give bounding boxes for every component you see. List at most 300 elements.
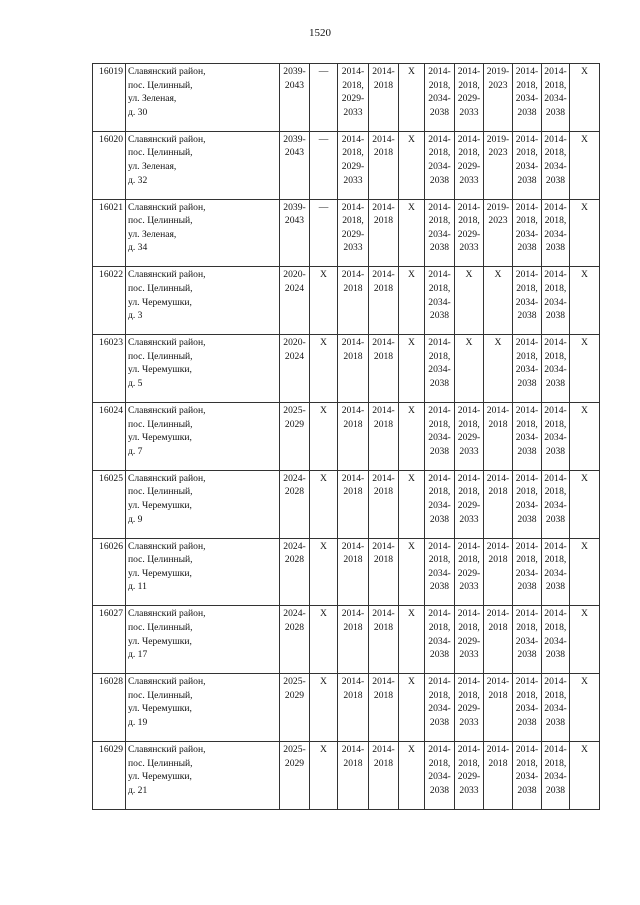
- period-line: 2014-: [428, 608, 451, 620]
- period-line: 2018: [373, 486, 394, 498]
- period-cell: [280, 470, 310, 538]
- address-line: ул. Черемушки,: [128, 296, 192, 308]
- period-line: —: [318, 201, 329, 213]
- period-cell: [369, 267, 399, 335]
- period-line: 2038: [545, 310, 566, 322]
- address-line: пос. Целинный,: [128, 621, 193, 633]
- period-line: 2018,: [544, 554, 567, 566]
- period-cell: [369, 131, 399, 199]
- address-line: Славянский район,: [128, 66, 206, 77]
- period-line: —: [318, 133, 329, 145]
- address-line: д. 19: [128, 716, 148, 728]
- record-number-cell: 16022: [93, 267, 126, 335]
- period-cell: [542, 674, 570, 742]
- period-cell: [570, 402, 600, 470]
- period-line: 2033: [459, 649, 479, 661]
- period-cell: [338, 64, 369, 132]
- address-line: ул. Зеленая,: [128, 228, 177, 240]
- period-line: 2034-: [544, 432, 567, 444]
- period-line: 2014-: [341, 337, 365, 349]
- period-cell: [513, 741, 542, 809]
- period-line: 2038: [429, 106, 450, 118]
- period-line: 2033: [459, 581, 479, 593]
- period-line: 2014-: [486, 540, 510, 552]
- period-line: 2038: [429, 310, 450, 322]
- table-row: [93, 741, 600, 809]
- period-line: 2039-: [283, 201, 306, 213]
- period-cell: [280, 402, 310, 470]
- period-cell: [425, 64, 455, 132]
- period-cell: [338, 470, 369, 538]
- period-line: 2029-: [457, 228, 481, 240]
- period-cell: [570, 674, 600, 742]
- period-line: X: [408, 743, 415, 755]
- period-line: 2014-: [515, 540, 539, 552]
- table-row: [93, 64, 600, 132]
- address-line: ул. Черемушки,: [128, 703, 192, 715]
- period-line: 2014-: [428, 540, 451, 552]
- address-cell: [126, 64, 280, 132]
- period-cell: [513, 199, 542, 267]
- period-cell: [310, 470, 338, 538]
- period-line: 2034-: [428, 432, 451, 444]
- address-line: ул. Черемушки,: [128, 364, 192, 376]
- period-cell: [369, 538, 399, 606]
- period-line: 2018: [488, 757, 508, 769]
- period-line: 2034-: [428, 160, 451, 172]
- period-line: 2038: [517, 581, 537, 593]
- period-line: X: [320, 540, 327, 552]
- table-row: [93, 335, 600, 403]
- period-cell: [369, 470, 399, 538]
- period-line: 2029-: [457, 703, 481, 715]
- address-line: Славянский район,: [128, 472, 206, 484]
- period-cell: [369, 606, 399, 674]
- period-line: 2039-: [283, 66, 306, 77]
- period-line: X: [408, 269, 415, 281]
- period-cell: [310, 741, 338, 809]
- period-cell: [399, 606, 425, 674]
- period-line: 2018,: [544, 486, 567, 498]
- period-line: 2014-: [515, 743, 539, 755]
- period-cell: [484, 199, 513, 267]
- period-line: 2018: [373, 554, 394, 566]
- period-line: 2038: [545, 649, 566, 661]
- period-line: 2014-: [372, 269, 395, 281]
- period-cell: [369, 199, 399, 267]
- period-line: 2014-: [457, 133, 481, 145]
- period-line: 2034-: [544, 635, 567, 647]
- period-line: 2014-: [515, 404, 539, 416]
- period-line: 2018,: [516, 79, 538, 91]
- period-line: 2014-: [341, 66, 365, 77]
- period-line: 2014-: [544, 743, 567, 755]
- period-cell: [310, 674, 338, 742]
- period-line: 2014-: [341, 472, 365, 484]
- address-cell: [126, 606, 280, 674]
- address-cell: [126, 402, 280, 470]
- address-line: ул. Зеленая,: [128, 93, 177, 105]
- period-line: 2014-: [372, 540, 395, 552]
- period-line: 2014-: [428, 472, 451, 484]
- address-line: д. 21: [128, 784, 148, 796]
- period-line: 2018,: [428, 350, 451, 362]
- address-line: пос. Целинный,: [128, 689, 193, 701]
- period-cell: [542, 131, 570, 199]
- period-line: 2034-: [428, 228, 451, 240]
- period-line: 2034-: [544, 771, 567, 783]
- period-line: 2038: [517, 784, 537, 796]
- period-line: X: [581, 133, 588, 145]
- period-line: 2014-: [515, 608, 539, 620]
- table-row: [93, 538, 600, 606]
- period-cell: [542, 267, 570, 335]
- record-number-cell: 16029: [93, 741, 126, 809]
- period-line: 2018,: [428, 418, 451, 430]
- record-number-cell: 16019: [93, 64, 126, 132]
- period-cell: [310, 538, 338, 606]
- period-cell: [425, 674, 455, 742]
- address-line: пос. Целинный,: [128, 418, 193, 430]
- period-line: 2014-: [457, 743, 481, 755]
- period-line: 2018,: [458, 757, 480, 769]
- period-line: 2038: [517, 174, 537, 186]
- period-cell: [455, 335, 484, 403]
- period-cell: [570, 131, 600, 199]
- period-line: 2038: [517, 513, 537, 525]
- period-line: 2014-: [486, 608, 510, 620]
- period-line: 2014-: [341, 133, 365, 145]
- record-number-cell: 16023: [93, 335, 126, 403]
- period-line: 2029: [284, 418, 305, 430]
- period-line: 2014-: [428, 201, 451, 213]
- period-line: 2038: [545, 377, 566, 389]
- period-line: 2024-: [283, 472, 306, 484]
- period-cell: [570, 267, 600, 335]
- period-cell: [338, 199, 369, 267]
- period-line: 2014-: [372, 743, 395, 755]
- address-line: Славянский район,: [128, 201, 206, 213]
- period-line: X: [408, 676, 415, 688]
- period-line: 2034-: [515, 93, 539, 105]
- period-cell: [369, 402, 399, 470]
- registry-table-body: [93, 64, 600, 810]
- period-line: X: [408, 404, 415, 416]
- period-line: 2034-: [515, 703, 539, 715]
- period-line: X: [494, 269, 502, 281]
- period-line: 2038: [545, 784, 566, 796]
- period-line: 2029-: [457, 635, 481, 647]
- period-line: 2025-: [283, 743, 306, 755]
- period-line: 2038: [429, 377, 450, 389]
- period-line: 2014-: [428, 133, 451, 145]
- period-cell: [542, 64, 570, 132]
- period-cell: [425, 199, 455, 267]
- period-cell: [513, 64, 542, 132]
- period-cell: [280, 64, 310, 132]
- period-line: 2028: [284, 486, 305, 498]
- period-line: 2018,: [544, 147, 567, 159]
- period-line: 2034-: [515, 635, 539, 647]
- period-line: 2014-: [341, 201, 365, 213]
- period-cell: [338, 131, 369, 199]
- period-line: 2018,: [458, 215, 480, 227]
- period-cell: [484, 538, 513, 606]
- address-line: ул. Черемушки,: [128, 771, 192, 783]
- record-number-cell: 16025: [93, 470, 126, 538]
- period-line: X: [320, 337, 327, 349]
- period-line: —: [318, 66, 329, 77]
- period-line: X: [581, 337, 588, 349]
- address-line: пос. Целинный,: [128, 350, 193, 362]
- period-cell: [484, 131, 513, 199]
- period-line: 2014-: [372, 676, 395, 688]
- period-cell: [310, 606, 338, 674]
- period-cell: [280, 131, 310, 199]
- period-line: 2029-: [341, 93, 365, 105]
- period-cell: [425, 538, 455, 606]
- period-cell: [399, 674, 425, 742]
- address-line: Славянский район,: [128, 743, 206, 755]
- period-line: X: [320, 404, 327, 416]
- period-line: 2014-: [515, 676, 539, 688]
- period-line: 2018,: [342, 215, 364, 227]
- record-number-cell: 16020: [93, 131, 126, 199]
- period-line: 2038: [429, 445, 450, 457]
- address-cell: [126, 674, 280, 742]
- period-line: 2018: [343, 757, 363, 769]
- period-line: 2014-: [515, 269, 539, 281]
- period-cell: [513, 606, 542, 674]
- period-line: 2018,: [516, 282, 538, 294]
- period-cell: [338, 674, 369, 742]
- period-line: 2018,: [428, 621, 451, 633]
- period-cell: [310, 402, 338, 470]
- period-line: 2018,: [516, 418, 538, 430]
- period-line: 2038: [517, 716, 537, 728]
- period-line: 2018,: [516, 689, 538, 701]
- period-line: 2014-: [428, 676, 451, 688]
- period-cell: [280, 741, 310, 809]
- period-line: 2014-: [341, 676, 365, 688]
- address-line: ул. Черемушки,: [128, 499, 192, 511]
- address-line: д. 7: [128, 445, 143, 457]
- period-line: 2038: [517, 445, 537, 457]
- period-line: 2014-: [428, 337, 451, 349]
- period-line: 2014-: [544, 337, 567, 349]
- period-line: 2018,: [458, 554, 480, 566]
- period-line: X: [408, 201, 415, 213]
- period-cell: [513, 674, 542, 742]
- address-line: пос. Целинный,: [128, 282, 193, 294]
- period-line: 2018,: [516, 486, 538, 498]
- period-line: 2018,: [428, 554, 451, 566]
- table-row: [93, 606, 600, 674]
- period-line: 2014-: [544, 66, 567, 77]
- period-line: 2014-: [341, 540, 365, 552]
- period-line: X: [408, 133, 415, 145]
- period-cell: [484, 606, 513, 674]
- period-cell: [310, 335, 338, 403]
- period-line: X: [581, 404, 588, 416]
- period-line: 2034-: [544, 93, 567, 105]
- period-line: 2014-: [457, 404, 481, 416]
- period-line: 2034-: [428, 296, 451, 308]
- period-line: 2033: [343, 106, 363, 118]
- period-line: 2029-: [457, 432, 481, 444]
- address-line: ул. Зеленая,: [128, 160, 177, 172]
- period-cell: [455, 606, 484, 674]
- period-cell: [369, 335, 399, 403]
- address-line: д. 34: [128, 242, 148, 254]
- period-cell: [399, 538, 425, 606]
- period-cell: [310, 131, 338, 199]
- period-line: 2014-: [544, 404, 567, 416]
- period-line: 2018,: [516, 757, 538, 769]
- period-line: 2029-: [457, 93, 481, 105]
- period-line: 2018,: [544, 79, 567, 91]
- period-cell: [455, 64, 484, 132]
- period-cell: [484, 470, 513, 538]
- period-line: 2018,: [544, 215, 567, 227]
- period-line: 2014-: [515, 66, 539, 77]
- address-line: пос. Целинный,: [128, 757, 193, 769]
- address-line: д. 30: [128, 106, 148, 118]
- period-line: X: [320, 743, 327, 755]
- period-line: 2014-: [372, 201, 395, 213]
- period-line: 2014-: [457, 608, 481, 620]
- period-cell: [542, 335, 570, 403]
- period-line: X: [320, 676, 327, 688]
- table-row: [93, 402, 600, 470]
- period-line: 2034-: [428, 703, 451, 715]
- period-line: 2029-: [457, 160, 481, 172]
- table-row: [93, 131, 600, 199]
- address-cell: [126, 741, 280, 809]
- address-cell: [126, 199, 280, 267]
- address-line: Славянский район,: [128, 676, 206, 688]
- record-number-cell: 16026: [93, 538, 126, 606]
- period-line: 2018,: [458, 486, 480, 498]
- period-line: 2014-: [457, 676, 481, 688]
- period-line: 2043: [284, 215, 305, 227]
- period-line: 2029: [284, 757, 305, 769]
- period-cell: [425, 606, 455, 674]
- period-cell: [338, 335, 369, 403]
- period-line: 2014-: [486, 676, 510, 688]
- period-line: 2038: [517, 377, 537, 389]
- period-cell: [425, 267, 455, 335]
- period-line: 2043: [284, 147, 305, 159]
- period-line: 2014-: [457, 540, 481, 552]
- period-line: 2034-: [428, 635, 451, 647]
- period-line: 2019-: [486, 66, 510, 77]
- period-cell: [542, 741, 570, 809]
- period-line: 2014-: [341, 404, 365, 416]
- period-line: 2033: [459, 242, 479, 254]
- period-line: 2014-: [486, 743, 510, 755]
- period-cell: [280, 335, 310, 403]
- address-line: д. 17: [128, 649, 148, 661]
- period-line: X: [581, 608, 588, 620]
- period-line: X: [320, 269, 327, 281]
- period-line: 2029-: [341, 228, 365, 240]
- period-line: 2018: [373, 147, 394, 159]
- table-row: [93, 470, 600, 538]
- period-line: X: [581, 201, 588, 213]
- period-cell: [399, 199, 425, 267]
- period-line: 2014-: [544, 540, 567, 552]
- period-cell: [484, 674, 513, 742]
- address-line: д. 9: [128, 513, 143, 525]
- period-line: 2018,: [428, 215, 451, 227]
- period-line: 2018,: [458, 621, 480, 633]
- address-line: Славянский район,: [128, 608, 206, 620]
- period-line: 2033: [459, 445, 479, 457]
- period-line: 2018,: [544, 689, 567, 701]
- period-cell: [513, 335, 542, 403]
- period-line: 2034-: [515, 364, 539, 376]
- address-line: Славянский район,: [128, 133, 206, 145]
- period-cell: [425, 335, 455, 403]
- period-line: 2038: [517, 310, 537, 322]
- period-cell: [338, 741, 369, 809]
- period-line: X: [408, 608, 415, 620]
- period-line: 2018,: [544, 757, 567, 769]
- period-line: X: [581, 472, 588, 484]
- period-cell: [570, 64, 600, 132]
- address-line: ул. Черемушки,: [128, 432, 192, 444]
- period-line: X: [320, 608, 327, 620]
- period-line: 2014-: [486, 404, 510, 416]
- period-line: 2038: [517, 649, 537, 661]
- period-line: 2028: [284, 554, 305, 566]
- record-number-cell: 16024: [93, 402, 126, 470]
- period-line: 2014-: [486, 472, 510, 484]
- period-line: X: [465, 337, 473, 349]
- period-line: 2020-: [283, 269, 306, 281]
- table-row: [93, 267, 600, 335]
- period-cell: [399, 741, 425, 809]
- record-number-cell: 16021: [93, 199, 126, 267]
- period-line: 2014-: [428, 66, 451, 77]
- period-line: 2014-: [457, 66, 481, 77]
- period-cell: [542, 606, 570, 674]
- period-line: 2014-: [544, 472, 567, 484]
- period-line: 2018,: [428, 757, 451, 769]
- period-line: 2025-: [283, 676, 306, 688]
- table-row: [93, 199, 600, 267]
- period-line: 2018: [343, 621, 363, 633]
- period-line: 2025-: [283, 404, 306, 416]
- address-cell: [126, 470, 280, 538]
- period-line: 2034-: [544, 364, 567, 376]
- period-cell: [310, 199, 338, 267]
- period-cell: [570, 199, 600, 267]
- period-line: X: [581, 743, 588, 755]
- period-line: 2014-: [544, 608, 567, 620]
- address-line: пос. Целинный,: [128, 486, 193, 498]
- period-line: 2014-: [544, 269, 567, 281]
- period-line: 2018: [373, 418, 394, 430]
- period-line: X: [408, 472, 415, 484]
- period-line: 2038: [545, 106, 566, 118]
- period-line: 2038: [429, 716, 450, 728]
- period-line: 2034-: [544, 228, 567, 240]
- period-cell: [484, 335, 513, 403]
- period-line: 2014-: [372, 337, 395, 349]
- period-cell: [513, 538, 542, 606]
